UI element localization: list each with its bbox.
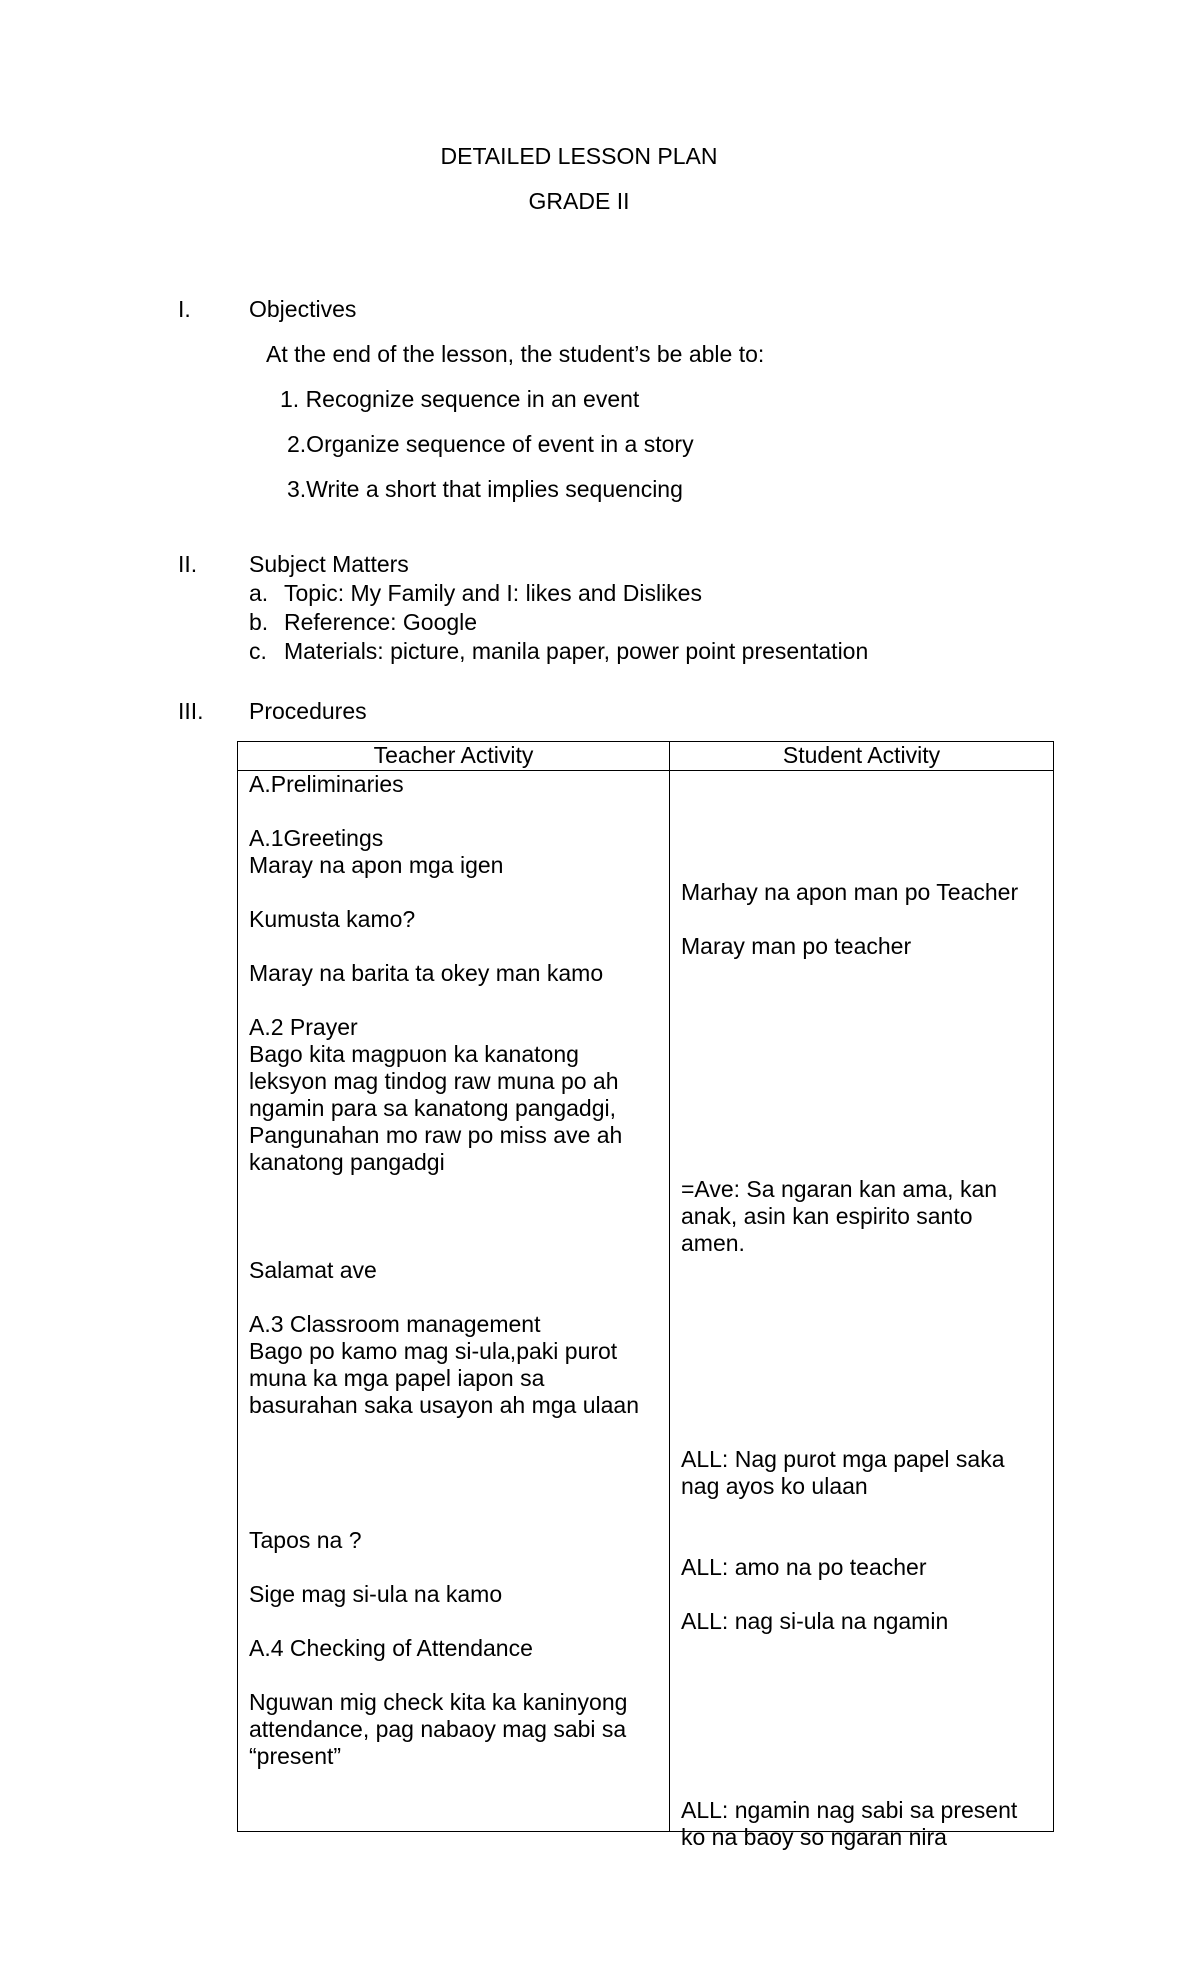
table-header-row [238,742,1054,771]
teacher-line: “present” [249,1743,342,1769]
teacher-line: Sige mag si-ula na kamo [249,1581,503,1607]
subject-item-topic: Topic: My Family and I: likes and Dislikes [284,580,702,606]
student-line: ALL: Nag purot mga papel saka [681,1446,1005,1472]
teacher-line: Pangunahan mo raw po miss ave ah [249,1122,623,1148]
subject-item-letter: c. [249,638,267,664]
student-line: ALL: ngamin nag sabi sa present [681,1797,1018,1823]
teacher-line: Tapos na ? [249,1527,362,1553]
objective-item: 1. Recognize sequence in an event [280,386,640,412]
student-line: ALL: amo na po teacher [681,1554,927,1580]
teacher-line: A.1Greetings [249,825,384,851]
student-activity-header: Student Activity [670,742,1054,771]
subject-item-letter: b. [249,609,269,635]
grade-label: GRADE II [528,188,630,214]
subject-item-materials: Materials: picture, manila paper, power point presentation [284,638,869,664]
section-numeral-subject: II. [178,551,198,577]
objective-item: 3.Write a short that implies sequencing [287,476,683,502]
procedures-table [237,741,1054,1850]
objectives-heading: Objectives [249,296,357,322]
procedures-heading: Procedures [249,698,367,724]
teacher-line: Nguwan mig check kita ka kaninyong [249,1689,628,1715]
teacher-line: attendance, pag nabaoy mag sabi sa [249,1716,627,1742]
teacher-line: kanatong pangadgi [249,1149,445,1175]
teacher-activity-cell [238,771,670,1832]
teacher-line: A.Preliminaries [249,771,404,797]
teacher-line: Salamat ave [249,1257,377,1283]
teacher-line: Kumusta kamo? [249,906,416,932]
teacher-line: A.4 Checking of Attendance [249,1635,533,1661]
subject-heading: Subject Matters [249,551,409,577]
teacher-line: A.2 Prayer [249,1014,358,1040]
student-line: nag ayos ko ulaan [681,1473,868,1499]
teacher-line: Maray na apon mga igen [249,852,504,878]
table-row [238,771,1054,1832]
student-line: ALL: nag si-ula na ngamin [681,1608,949,1634]
student-line: Maray man po teacher [681,933,912,959]
teacher-line: A.3 Classroom management [249,1311,541,1337]
student-activity-cell [670,771,1054,1850]
objective-item: 2.Organize sequence of event in a story [287,431,694,457]
student-line: ko na baoy so ngaran nira [681,1824,947,1850]
teacher-activity-header: Teacher Activity [238,742,670,771]
teacher-line: Maray na barita ta okey man kamo [249,960,604,986]
subject-item-letter: a. [249,580,269,606]
subject-item-reference: Reference: Google [284,609,478,635]
teacher-line: ngamin para sa kanatong pangadgi, [249,1095,617,1121]
teacher-line: leksyon mag tindog raw muna po ah [249,1068,619,1094]
section-numeral-objectives: I. [178,296,191,322]
student-line: amen. [681,1230,745,1256]
student-line: anak, asin kan espirito santo [681,1203,973,1229]
teacher-line: Bago kita magpuon ka kanatong [249,1041,579,1067]
student-line: =Ave: Sa ngaran kan ama, kan [681,1176,998,1202]
document-title: DETAILED LESSON PLAN [440,143,718,169]
teacher-line: muna ka mga papel iapon sa [249,1365,545,1391]
teacher-line: Bago po kamo mag si-ula,paki purot [249,1338,618,1364]
objectives-intro: At the end of the lesson, the student’s be able to: [266,341,765,367]
section-numeral-procedures: III. [178,698,204,724]
student-line: Marhay na apon man po Teacher [681,879,1019,905]
teacher-line: basurahan saka usayon ah mga ulaan [249,1392,640,1418]
